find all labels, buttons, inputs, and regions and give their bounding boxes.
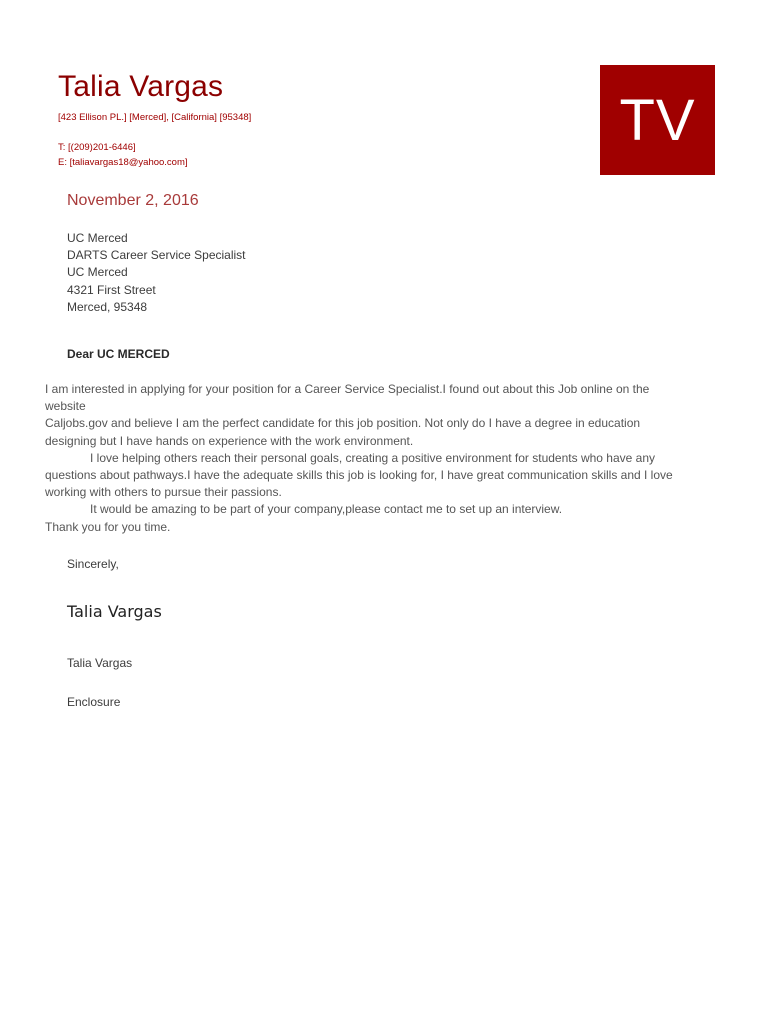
sender-address: [423 Ellison PL.] [Merced], [California] [95348] <box>58 112 252 123</box>
body-line: It would be amazing to be part of your company,please contact me to set up an interview. <box>90 502 563 517</box>
sender-phone: T: [(209)201-6446] <box>58 142 136 153</box>
recipient-line: Merced, 95348 <box>67 299 148 314</box>
recipient-line: UC Merced <box>67 265 128 280</box>
enclosure-note: Enclosure <box>67 695 121 709</box>
body-line: I am interested in applying for your position for a Career Service Specialist.I found out about this Job online on the <box>45 382 650 396</box>
salutation: Dear UC MERCED <box>67 347 170 361</box>
body-line: I love helping others reach their personal goals, creating a positive environment for students who have any <box>90 450 655 465</box>
body-line: website <box>45 399 86 414</box>
monogram-initials: TV <box>619 87 696 153</box>
letter-body <box>45 381 725 536</box>
sign-off: Sincerely, <box>67 557 119 571</box>
body-line: Thank you for you time. <box>45 519 171 534</box>
body-line: designing but I have hands on experience with the work environment. <box>45 433 414 448</box>
printed-name: Talia Vargas <box>67 656 133 670</box>
recipient-line: DARTS Career Service Specialist <box>67 248 246 263</box>
monogram-badge <box>600 65 715 175</box>
recipient-line: 4321 First Street <box>67 282 156 297</box>
sender-email: E: [taliavargas18@yahoo.com] <box>58 157 188 168</box>
signature: Talia Vargas <box>67 602 162 621</box>
body-line: questions about pathways.I have the adequate skills this job is looking for, I have great communication skills and I love <box>45 468 673 483</box>
letter-date: November 2, 2016 <box>67 192 199 209</box>
sender-name: Talia Vargas <box>58 70 224 103</box>
body-line: working with others to pursue their passions. <box>45 485 282 500</box>
body-line: Caljobs.gov and believe I am the perfect candidate for this job position. Not only do I have a degree in education <box>45 416 641 431</box>
recipient-line: UC Merced <box>67 231 128 245</box>
recipient-address-block <box>67 230 246 316</box>
